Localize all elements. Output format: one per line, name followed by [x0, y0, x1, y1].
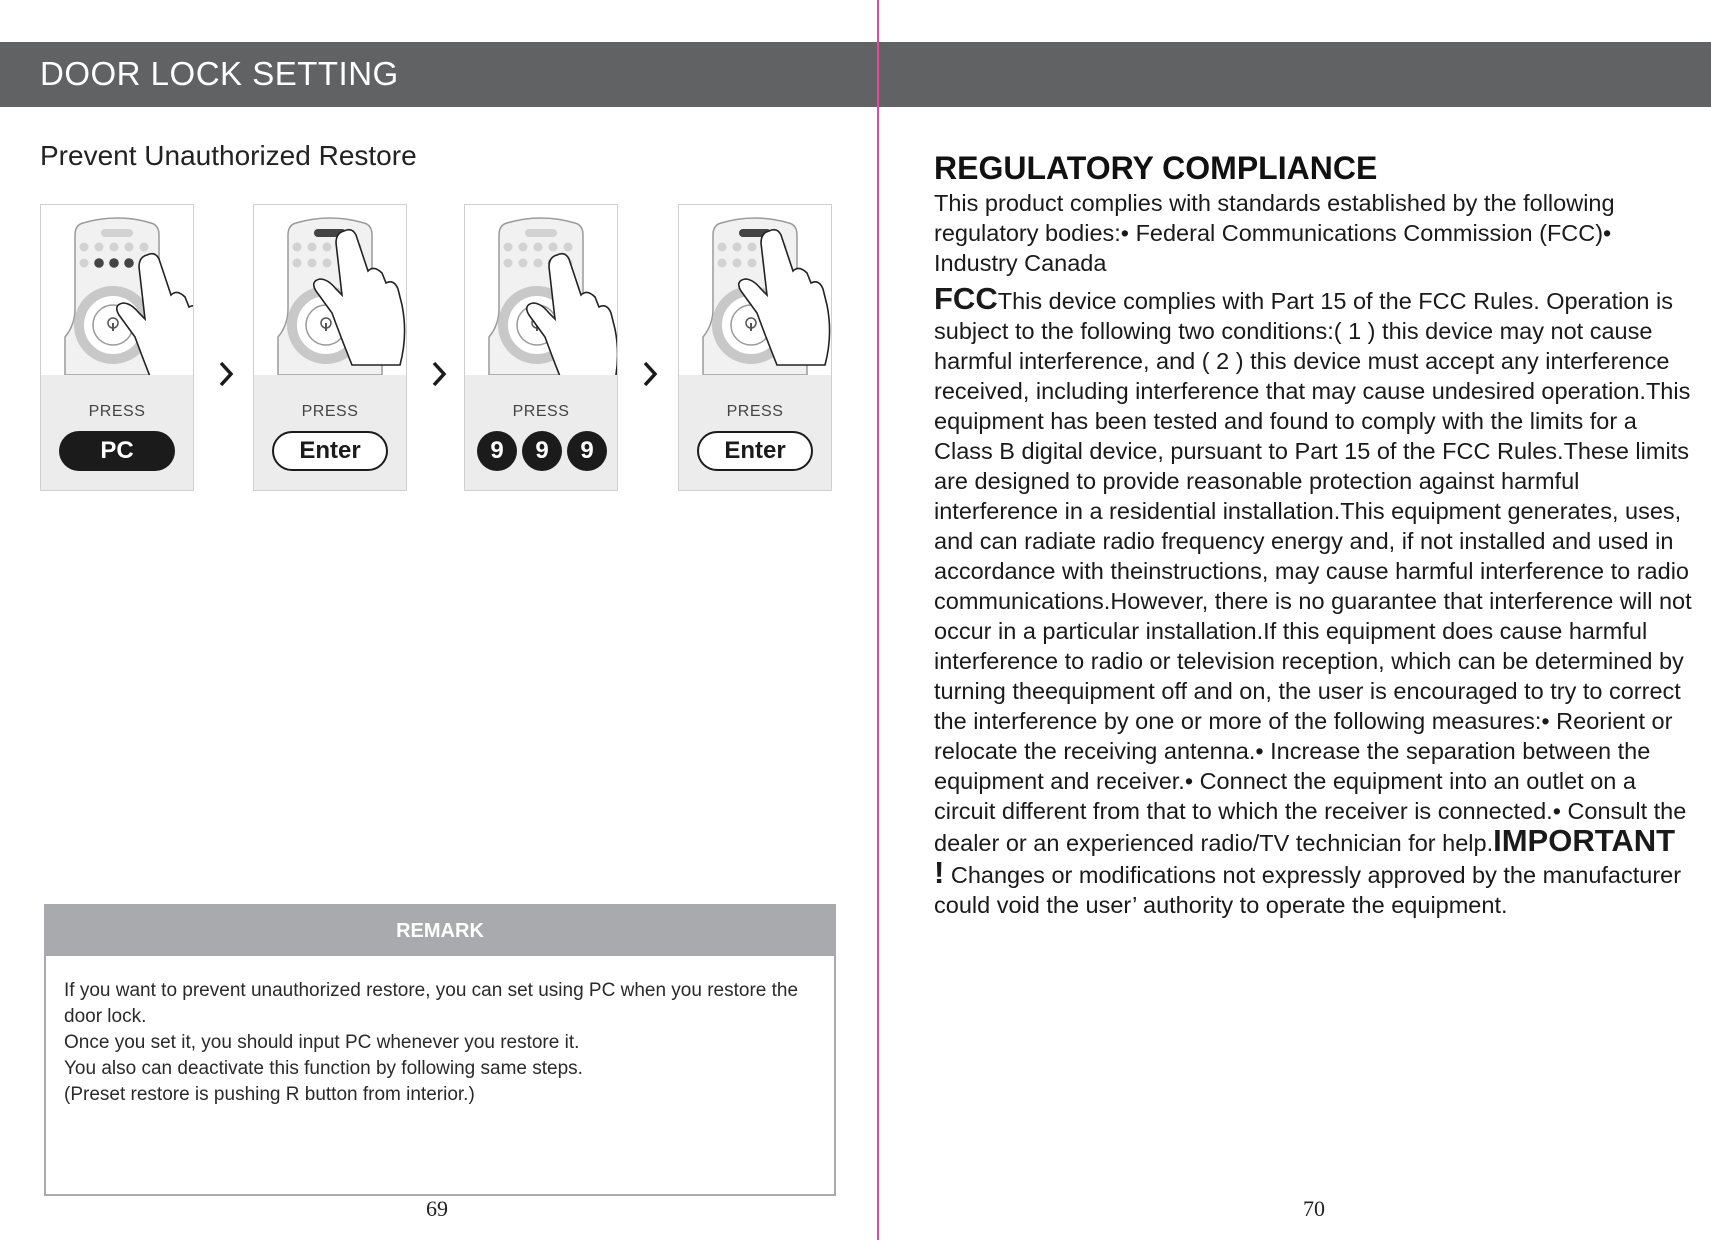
important-text: Changes or modifications not expressly approved by the manufacturer could void the user’ authority to operate the equipment.	[934, 862, 1682, 918]
important-label: IMPORTANT !	[934, 823, 1676, 890]
chevron-right-icon	[429, 360, 449, 388]
press-label: PRESS	[88, 403, 146, 420]
remark-text	[64, 978, 824, 1108]
remark-title: REMARK	[46, 906, 834, 956]
step-footer	[465, 375, 617, 490]
page-divider	[877, 0, 879, 1240]
door-lock-illustration	[679, 205, 831, 375]
regulatory-title: REGULATORY COMPLIANCE	[934, 150, 1378, 186]
step-card-press-999	[464, 204, 618, 491]
press-label: PRESS	[512, 403, 570, 420]
page-number-left: 69	[426, 1196, 448, 1221]
fcc-label: FCC	[934, 281, 998, 316]
digit-keys	[477, 431, 607, 471]
step-card-press-enter	[253, 204, 407, 491]
digit-key-label: 9	[477, 431, 517, 471]
chevron-right-icon	[216, 360, 236, 388]
step-card-press-enter-final	[678, 204, 832, 491]
section-title: Prevent Unauthorized Restore	[40, 140, 417, 171]
door-lock-illustration	[465, 205, 617, 375]
regulatory-body	[934, 188, 1694, 920]
pc-key-label: PC	[59, 431, 175, 471]
press-label: PRESS	[726, 403, 784, 420]
page-number-right: 70	[1303, 1196, 1325, 1221]
fcc-text: This device complies with Part 15 of the FCC Rules. Operation is subject to the following two conditions:( 1 ) this device may not cause harmful interference, and ( 2 ) this device must accept any interference received, including interference that may cause undesired operation.This equipment has been tested and found to comply with the limits for a Class B digital device, pursuant to Part 15 of the FCC Rules.These limits are designed to provide reasonable protection against harmful interference in a residential installation.This equipment generates, uses, and can radiate radio frequency energy and, if not installed and used in accordance with theinstructions, may cause harmful interference to radio communications.However, there is no guarantee that interference will not occur in a particular installation.If this equipment does cause harmful interference to radio or television reception, which can be determined by turning theequipment off and on, the user is encouraged to try to correct the interference by one or more of the following measures:• Reorient or relocate the receiving antenna.• Increase the separation between the equipment and receiver.• Connect the equipment into an outlet on a circuit different from that to which the receiver is connected.• Consult the dealer or an experienced radio/TV technician for help.	[934, 288, 1692, 856]
door-lock-illustration	[254, 205, 406, 375]
page-title: DOOR LOCK SETTING	[40, 55, 399, 92]
chevron-right-icon	[640, 360, 660, 388]
press-label: PRESS	[301, 403, 359, 420]
door-lock-illustration	[41, 205, 193, 375]
fcc-statement	[934, 281, 1694, 920]
step-footer	[679, 375, 831, 490]
remark-line: You also can deactivate this function by following same steps.	[64, 1058, 583, 1079]
remark-line: If you want to prevent unauthorized restore, you can set using PC when you restore the door lock.	[64, 980, 799, 1027]
enter-key-label: Enter	[697, 431, 813, 471]
enter-key-label: Enter	[272, 431, 388, 471]
remark-box	[44, 904, 836, 1196]
remark-line: Once you set it, you should input PC whenever you restore it.	[64, 1032, 580, 1053]
step-footer	[41, 375, 193, 490]
digit-key-label: 9	[567, 431, 607, 471]
remark-line: (Preset restore is pushing R button from interior.)	[64, 1084, 475, 1105]
regulatory-intro: This product complies with standards established by the following regulatory bodies:• Federal Communications Commission (FCC)• Industry Canada	[934, 190, 1615, 276]
step-footer	[254, 375, 406, 490]
step-card-press-pc	[40, 204, 194, 491]
digit-key-label: 9	[522, 431, 562, 471]
